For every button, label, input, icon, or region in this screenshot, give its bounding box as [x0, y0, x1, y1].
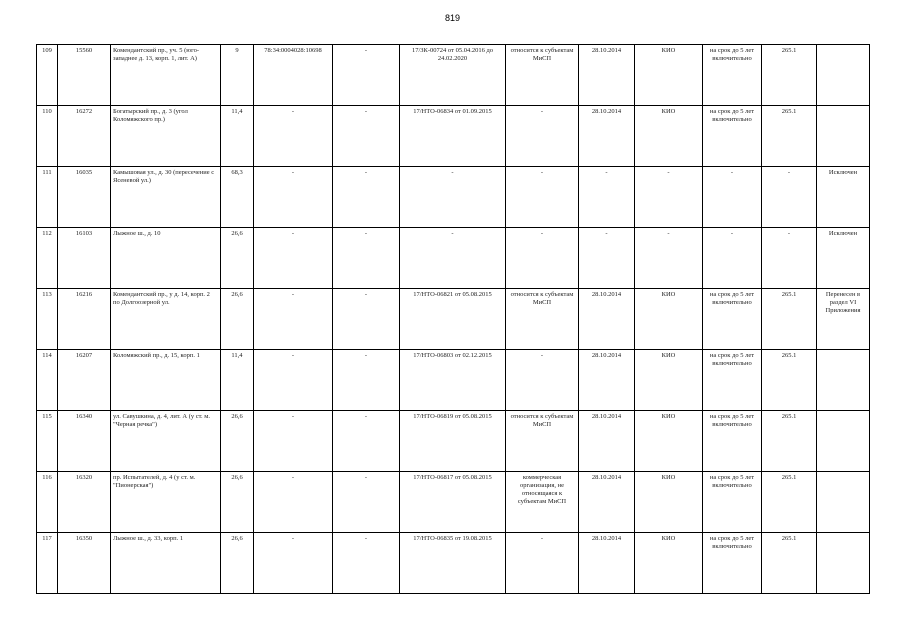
cell-cadastral-number: -: [254, 472, 333, 533]
cell-object-id: 16272: [58, 106, 111, 167]
cell-address: Лыжное ш., д. 33, корп. 1: [111, 533, 221, 594]
cell-column-6: -: [333, 45, 400, 106]
cell-permit: 17/ЗК-00724 от 05.04.2016 до 24.02.2020: [400, 45, 506, 106]
cell-date: 28.10.2014: [579, 106, 635, 167]
cell-object-id: 15560: [58, 45, 111, 106]
cell-column-6: -: [333, 411, 400, 472]
cell-cadastral-number: 78:34:0004028:10698: [254, 45, 333, 106]
cell-permit: 17/НТО-06803 от 02.12.2015: [400, 350, 506, 411]
cell-area: 9: [221, 45, 254, 106]
cell-date: 28.10.2014: [579, 411, 635, 472]
cell-cadastral-number: -: [254, 289, 333, 350]
cell-cadastral-number: -: [254, 533, 333, 594]
cell-row-number: 112: [37, 228, 58, 289]
cell-column-6: -: [333, 533, 400, 594]
cell-area: 26,6: [221, 533, 254, 594]
cell-subject-category: относится к субъектам МиСП: [506, 289, 579, 350]
cell-permit: 17/НТО-06817 от 05.08.2015: [400, 472, 506, 533]
cell-organization: -: [635, 167, 703, 228]
cell-decree: 265.1: [762, 472, 817, 533]
cell-address: Камышовая ул., д. 30 (пересечение с Ясеневой ул.): [111, 167, 221, 228]
cell-permit: 17/НТО-06835 от 19.08.2015: [400, 533, 506, 594]
cell-date: 28.10.2014: [579, 45, 635, 106]
table-row: [37, 228, 870, 289]
cell-term: -: [703, 228, 762, 289]
cell-subject-category: относится к субъектам МиСП: [506, 411, 579, 472]
cell-row-number: 114: [37, 350, 58, 411]
cell-organization: КИО: [635, 411, 703, 472]
cell-organization: КИО: [635, 472, 703, 533]
cell-permit: 17/НТО-06821 от 05.08.2015: [400, 289, 506, 350]
table-row: [37, 411, 870, 472]
cell-row-number: 117: [37, 533, 58, 594]
cell-cadastral-number: -: [254, 411, 333, 472]
cell-decree: 265.1: [762, 411, 817, 472]
cell-address: Богатырский пр., д. 3 (угол Коломяжского пр.): [111, 106, 221, 167]
cell-organization: КИО: [635, 533, 703, 594]
cell-subject-category: относится к субъектам МиСП: [506, 45, 579, 106]
cell-term: -: [703, 167, 762, 228]
cell-term: на срок до 5 лет включительно: [703, 350, 762, 411]
cell-note: Исключен: [817, 228, 870, 289]
cell-organization: КИО: [635, 45, 703, 106]
cell-column-6: -: [333, 472, 400, 533]
cell-column-6: -: [333, 350, 400, 411]
table-row: [37, 350, 870, 411]
cell-area: 26,6: [221, 472, 254, 533]
cell-term: на срок до 5 лет включительно: [703, 472, 762, 533]
table-body: [37, 45, 870, 594]
cell-object-id: 16103: [58, 228, 111, 289]
cell-column-6: -: [333, 167, 400, 228]
cell-term: на срок до 5 лет включительно: [703, 106, 762, 167]
cell-permit: -: [400, 228, 506, 289]
cell-row-number: 111: [37, 167, 58, 228]
cell-row-number: 116: [37, 472, 58, 533]
cell-area: 26,6: [221, 411, 254, 472]
page-number: 819: [444, 13, 461, 23]
cell-address: Коломяжский пр., д. 15, корп. 1: [111, 350, 221, 411]
table-row: [37, 106, 870, 167]
cell-organization: КИО: [635, 106, 703, 167]
cell-term: на срок до 5 лет включительно: [703, 411, 762, 472]
table-row: [37, 472, 870, 533]
cell-note: [817, 533, 870, 594]
cell-permit: -: [400, 167, 506, 228]
cell-cadastral-number: -: [254, 106, 333, 167]
cell-term: на срок до 5 лет включительно: [703, 45, 762, 106]
cell-decree: 265.1: [762, 45, 817, 106]
cell-object-id: 16320: [58, 472, 111, 533]
cell-note: Исключен: [817, 167, 870, 228]
table-row: [37, 289, 870, 350]
cell-date: 28.10.2014: [579, 533, 635, 594]
cell-subject-category: -: [506, 533, 579, 594]
cell-object-id: 16350: [58, 533, 111, 594]
cell-area: 11,4: [221, 106, 254, 167]
cell-decree: 265.1: [762, 350, 817, 411]
cell-permit: 17/НТО-06834 от 01.09.2015: [400, 106, 506, 167]
cell-note: [817, 350, 870, 411]
cell-subject-category: -: [506, 350, 579, 411]
cell-note: [817, 106, 870, 167]
cell-decree: 265.1: [762, 289, 817, 350]
table-row: [37, 45, 870, 106]
cell-row-number: 109: [37, 45, 58, 106]
cell-note: [817, 472, 870, 533]
cell-object-id: 16035: [58, 167, 111, 228]
cell-term: на срок до 5 лет включительно: [703, 289, 762, 350]
cell-row-number: 113: [37, 289, 58, 350]
cell-note: Перенесен в раздел VI Приложения: [817, 289, 870, 350]
cell-organization: -: [635, 228, 703, 289]
cell-decree: -: [762, 167, 817, 228]
cell-note: [817, 45, 870, 106]
cell-cadastral-number: -: [254, 167, 333, 228]
cell-term: на срок до 5 лет включительно: [703, 533, 762, 594]
table-row: [37, 533, 870, 594]
cell-date: 28.10.2014: [579, 289, 635, 350]
cell-decree: -: [762, 228, 817, 289]
cell-date: 28.10.2014: [579, 350, 635, 411]
cell-date: -: [579, 167, 635, 228]
cell-decree: 265.1: [762, 106, 817, 167]
cell-address: ул. Савушкина, д. 4, лит. А (у ст. м. "Черная речка"): [111, 411, 221, 472]
cell-decree: 265.1: [762, 533, 817, 594]
cell-subject-category: коммерческая организация, не относящаяся к субъектам МиСП: [506, 472, 579, 533]
cell-area: 26,6: [221, 228, 254, 289]
registry-table: [36, 44, 870, 594]
cell-permit: 17/НТО-06819 от 05.08.2015: [400, 411, 506, 472]
cell-row-number: 115: [37, 411, 58, 472]
cell-subject-category: -: [506, 228, 579, 289]
cell-object-id: 16340: [58, 411, 111, 472]
cell-column-6: -: [333, 228, 400, 289]
cell-note: [817, 411, 870, 472]
cell-object-id: 16216: [58, 289, 111, 350]
cell-organization: КИО: [635, 350, 703, 411]
cell-cadastral-number: -: [254, 228, 333, 289]
cell-address: пр. Испытателей, д. 4 (у ст. м. "Пионерская"): [111, 472, 221, 533]
cell-cadastral-number: -: [254, 350, 333, 411]
cell-subject-category: -: [506, 167, 579, 228]
cell-organization: КИО: [635, 289, 703, 350]
cell-area: 68,3: [221, 167, 254, 228]
cell-area: 26,6: [221, 289, 254, 350]
cell-column-6: -: [333, 106, 400, 167]
table-row: [37, 167, 870, 228]
cell-column-6: -: [333, 289, 400, 350]
cell-date: 28.10.2014: [579, 472, 635, 533]
cell-address: Лыжное ш., д. 10: [111, 228, 221, 289]
cell-address: Комендантский пр., у д. 14, корп. 2 по Долгоозерной ул.: [111, 289, 221, 350]
cell-address: Комендантский пр., уч. 5 (юго-западнее д. 13, корп. 1, лит. А): [111, 45, 221, 106]
cell-subject-category: -: [506, 106, 579, 167]
cell-object-id: 16207: [58, 350, 111, 411]
cell-area: 11,4: [221, 350, 254, 411]
cell-date: -: [579, 228, 635, 289]
cell-row-number: 110: [37, 106, 58, 167]
